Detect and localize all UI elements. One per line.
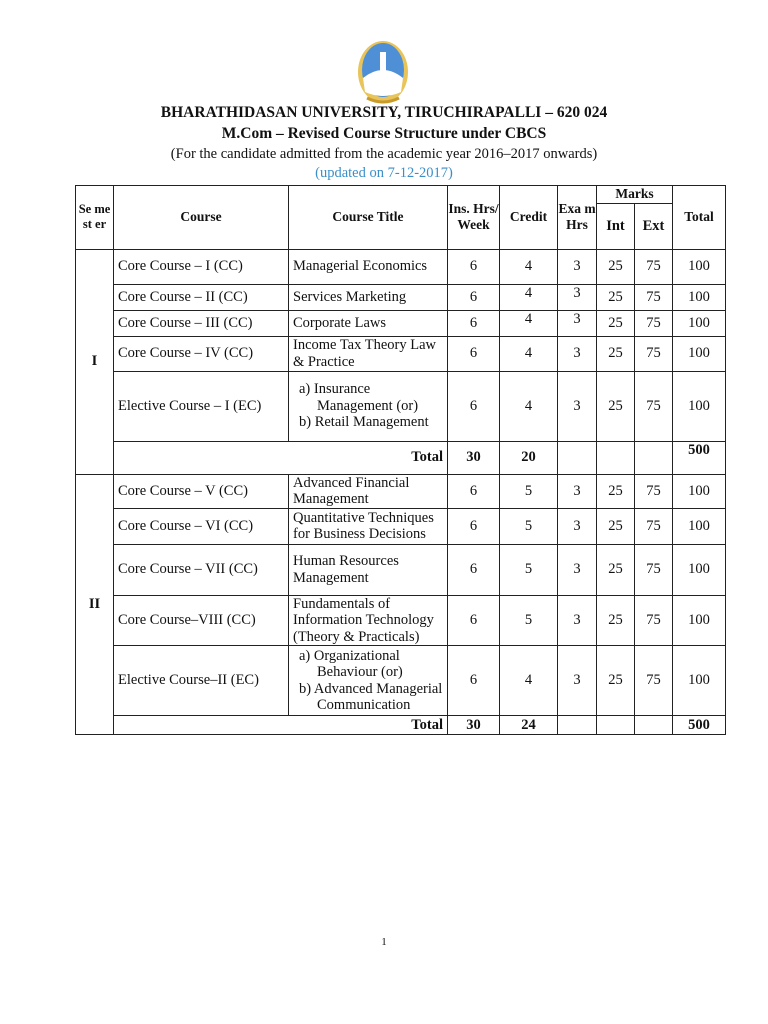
cell-ext: 75 [635, 310, 673, 336]
cell-ext: 75 [635, 284, 673, 310]
course-structure-table [75, 185, 726, 735]
course-option: a) Organizational Behaviour (or) [299, 647, 403, 680]
empty-cell [635, 441, 673, 474]
cell-total: 100 [673, 595, 726, 646]
cell-ext: 75 [635, 249, 673, 284]
cell-ext: 75 [635, 508, 673, 544]
table-row [76, 249, 726, 284]
cell-ext: 75 [635, 474, 673, 508]
cell-total: 100 [673, 646, 726, 716]
cell-hours: 6 [448, 249, 500, 284]
course-name: Core Course – III (CC) [114, 310, 289, 336]
empty-cell [558, 441, 597, 474]
total-marks: 500 [673, 716, 726, 735]
course-title: Services Marketing [289, 284, 448, 310]
course-title-options [289, 646, 448, 716]
total-credit: 20 [500, 441, 558, 474]
course-name: Core Course – V (CC) [114, 474, 289, 508]
col-semester: Se me st er [76, 186, 114, 250]
course-title: Advanced Financial Management [289, 474, 448, 508]
cell-int: 25 [597, 508, 635, 544]
cell-total: 100 [673, 474, 726, 508]
university-logo-icon [355, 40, 411, 106]
cell-exam: 3 [558, 310, 597, 336]
col-int: Int [597, 203, 635, 249]
course-title: Managerial Economics [289, 249, 448, 284]
cell-hours: 6 [448, 284, 500, 310]
total-row [76, 716, 726, 735]
cell-exam: 3 [558, 474, 597, 508]
cell-ext: 75 [635, 544, 673, 595]
cell-exam: 3 [558, 249, 597, 284]
cell-hours: 6 [448, 371, 500, 441]
table-row [76, 544, 726, 595]
table-row [76, 310, 726, 336]
cell-total: 100 [673, 371, 726, 441]
university-name: BHARATHIDASAN UNIVERSITY, TIRUCHIRAPALLI – 620 024 [160, 104, 608, 121]
cell-int: 25 [597, 336, 635, 371]
semester-label: II [76, 474, 114, 735]
course-name: Elective Course – I (EC) [114, 371, 289, 441]
admission-note: (For the candidate admitted from the academic year 2016–2017 onwards) [170, 146, 598, 162]
col-marks: Marks [597, 186, 673, 204]
cell-ext: 75 [635, 646, 673, 716]
cell-credit: 4 [500, 284, 558, 310]
cell-exam: 3 [558, 508, 597, 544]
col-course-title: Course Title [289, 186, 448, 250]
cell-ext: 75 [635, 336, 673, 371]
col-total: Total [673, 186, 726, 250]
cell-credit: 5 [500, 544, 558, 595]
empty-cell [597, 716, 635, 735]
table-row [76, 336, 726, 371]
updated-date: (updated on 7-12-2017) [315, 165, 453, 181]
col-hours: Ins. Hrs/ Week [448, 186, 500, 250]
col-exam-hours: Exa m Hrs [558, 186, 597, 250]
course-title: Income Tax Theory Law & Practice [289, 336, 448, 371]
table-row [76, 646, 726, 716]
cell-ext: 75 [635, 595, 673, 646]
total-label: Total [114, 441, 448, 474]
cell-credit: 4 [500, 336, 558, 371]
cell-int: 25 [597, 474, 635, 508]
empty-cell [597, 441, 635, 474]
course-name: Elective Course–II (EC) [114, 646, 289, 716]
cell-total: 100 [673, 249, 726, 284]
empty-cell [635, 716, 673, 735]
cell-exam: 3 [558, 371, 597, 441]
cell-exam: 3 [558, 646, 597, 716]
course-name: Core Course – VI (CC) [114, 508, 289, 544]
cell-credit: 5 [500, 508, 558, 544]
cell-total: 100 [673, 310, 726, 336]
cell-hours: 6 [448, 336, 500, 371]
cell-credit: 4 [500, 646, 558, 716]
total-row [76, 441, 726, 474]
cell-total: 100 [673, 508, 726, 544]
empty-cell [558, 716, 597, 735]
total-hours: 30 [448, 441, 500, 474]
cell-hours: 6 [448, 474, 500, 508]
cell-int: 25 [597, 595, 635, 646]
cell-exam: 3 [558, 284, 597, 310]
cell-ext: 75 [635, 371, 673, 441]
cell-hours: 6 [448, 595, 500, 646]
course-option: b) Advanced Managerial Communication [299, 680, 443, 713]
col-credit: Credit [500, 186, 558, 250]
total-marks: 500 [673, 441, 726, 474]
course-name: Core Course – VII (CC) [114, 544, 289, 595]
table-row [76, 595, 726, 646]
cell-exam: 3 [558, 336, 597, 371]
table-row [76, 284, 726, 310]
cell-int: 25 [597, 249, 635, 284]
course-name: Core Course – I (CC) [114, 249, 289, 284]
cell-hours: 6 [448, 544, 500, 595]
cell-credit: 5 [500, 595, 558, 646]
cell-int: 25 [597, 371, 635, 441]
course-option: b) Retail Management [299, 414, 429, 431]
cell-hours: 6 [448, 508, 500, 544]
col-course: Course [114, 186, 289, 250]
course-title: Fundamentals of Information Technology (Theory & Practicals) [289, 595, 448, 646]
course-title: Corporate Laws [289, 310, 448, 336]
cell-total: 100 [673, 284, 726, 310]
cell-total: 100 [673, 544, 726, 595]
cell-exam: 3 [558, 595, 597, 646]
course-name: Core Course – II (CC) [114, 284, 289, 310]
course-title: Human Resources Management [289, 544, 448, 595]
cell-int: 25 [597, 310, 635, 336]
total-label: Total [114, 716, 448, 735]
page-number: 1 [381, 936, 387, 948]
total-credit: 24 [500, 716, 558, 735]
cell-hours: 6 [448, 310, 500, 336]
cell-credit: 4 [500, 371, 558, 441]
programme-title: M.Com – Revised Course Structure under CBCS [221, 125, 547, 142]
total-hours: 30 [448, 716, 500, 735]
col-ext: Ext [635, 203, 673, 249]
table-row [76, 508, 726, 544]
cell-credit: 4 [500, 249, 558, 284]
cell-int: 25 [597, 284, 635, 310]
semester-label: I [76, 249, 114, 474]
course-name: Core Course–VIII (CC) [114, 595, 289, 646]
table-row [76, 474, 726, 508]
cell-total: 100 [673, 336, 726, 371]
table-header-row [76, 186, 726, 204]
course-title-options [289, 371, 448, 441]
table-row [76, 371, 726, 441]
course-name: Core Course – IV (CC) [114, 336, 289, 371]
course-title: Quantitative Techniques for Business Decisions [289, 508, 448, 544]
cell-exam: 3 [558, 544, 597, 595]
cell-int: 25 [597, 646, 635, 716]
cell-int: 25 [597, 544, 635, 595]
cell-credit: 4 [500, 310, 558, 336]
cell-credit: 5 [500, 474, 558, 508]
cell-hours: 6 [448, 646, 500, 716]
course-option: a) Insurance Management (or) [299, 381, 419, 414]
